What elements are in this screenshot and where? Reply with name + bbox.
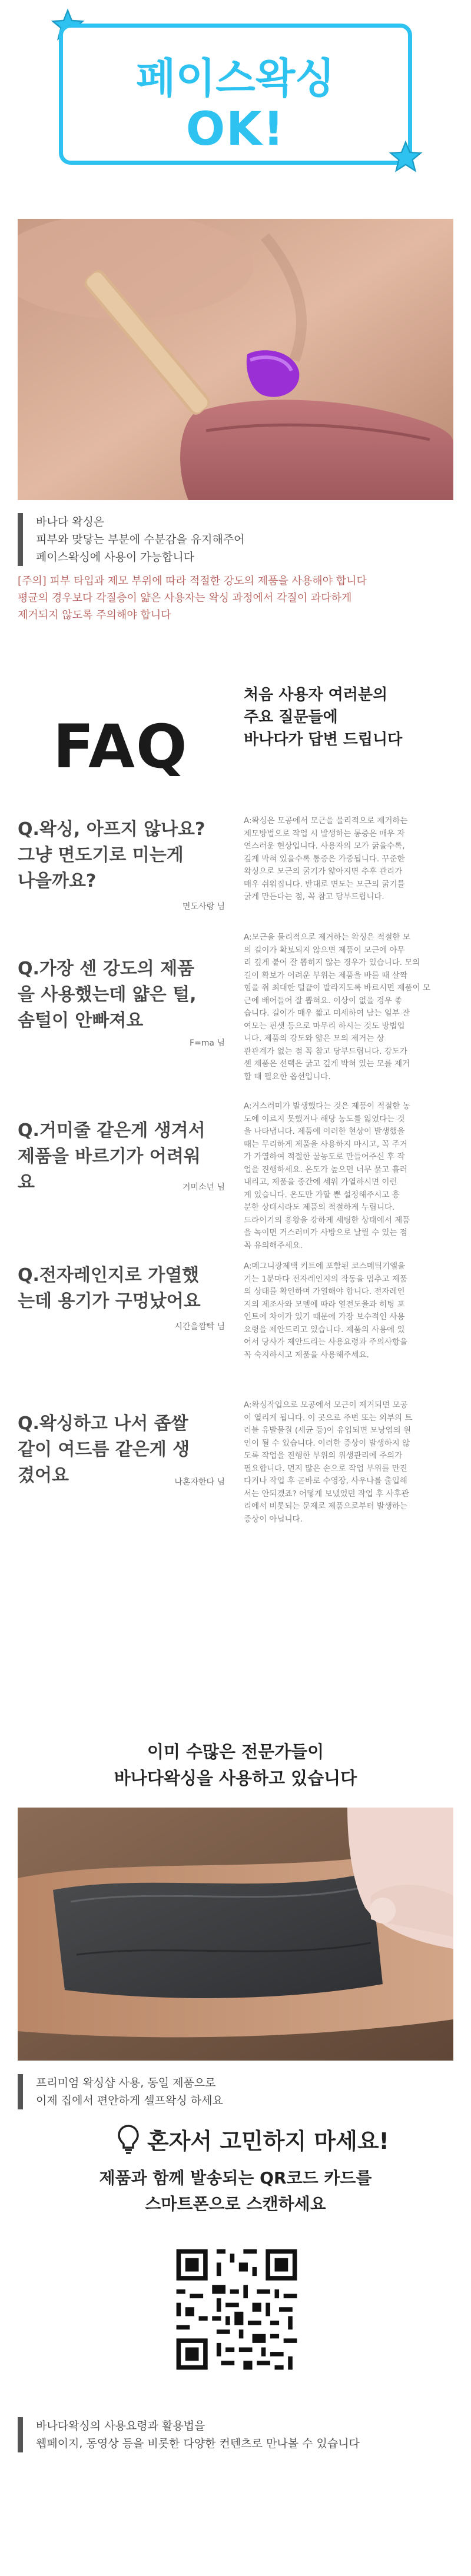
qr-instruction-line: 스마트폰으로 스캔하세요 — [145, 2194, 326, 2214]
answer-line: 요령을 제안드리고 있습니다. 제품의 사용에 있 — [244, 1324, 405, 1334]
question-line: 는데 용기가 구멍났어요 — [18, 1291, 201, 1312]
question-line: 그냥 면도기로 미는게 — [18, 845, 184, 866]
faq-answer — [244, 815, 453, 904]
caption-line: 웹페이지, 동영상 등을 비롯한 다양한 컨텐츠로 만나볼 수 있습니다 — [36, 2437, 360, 2450]
faq-intro-line: 처음 사용자 여러분의 — [244, 686, 388, 704]
header-banner — [0, 0, 471, 177]
answer-line: A:왁싱작업으로 모공에서 모근이 제거되면 모공 — [244, 1400, 408, 1410]
faq-question — [18, 1263, 230, 1314]
answer-line: 센 제품은 선택은 굵고 깊게 박혀 있는 모를 제거 — [244, 1059, 410, 1069]
answer-line: 연스러운 현상입니다. 사용자의 모가 굵을수록, — [244, 841, 405, 851]
answer-line: 어서 당사가 제안드리는 사용요령과 주의사항을 — [244, 1337, 407, 1347]
answer-line: 습니다. 길이가 매우 짧고 미세하여 남는 일부 잔 — [244, 1009, 410, 1018]
answer-line: 관관계가 없는 점 꼭 참고 당부드립니다. 강도가 — [244, 1046, 407, 1056]
question-line: 겼어요 — [18, 1465, 69, 1486]
lightbulb-icon — [117, 2124, 140, 2155]
answer-line: A:왁싱은 모공에서 모근을 물리적으로 제거하는 — [244, 816, 408, 826]
faq-answer — [244, 1399, 453, 1526]
answer-line: 업을 진행하세요. 온도가 높으면 너무 묽고 흘러 — [244, 1164, 407, 1174]
answer-line: 길이 확보가 어려운 부위는 제품을 바를 때 살짝 — [244, 970, 407, 980]
expert-heading-line: 바나다왁싱을 사용하고 있습니다 — [114, 1768, 357, 1788]
answer-line: 근에 배어들어 잘 뽑혀요. 이상이 없을 경우 좋 — [244, 996, 403, 1006]
faq-question — [18, 817, 230, 894]
faq-answer — [244, 1260, 453, 1362]
answer-line: 가 가열하여 적절한 꿀농도로 만들어주신 후 작 — [244, 1152, 405, 1161]
star-icon — [389, 140, 423, 174]
faq-intro-line: 바나다가 답변 드립니다 — [244, 731, 403, 748]
wax-applicator-on-lip-photo — [18, 219, 453, 500]
qr-instructions — [0, 2165, 471, 2217]
answer-line: 분한 상태시라도 제품의 적절하게 누립니다. — [244, 1203, 395, 1212]
answer-line: 왁싱으로 모근의 굵기가 얇아지면 추후 관리가 — [244, 867, 403, 876]
caption-line: 바나다왁싱의 사용요령과 활용법을 — [36, 2419, 205, 2432]
expert-heading-line: 이미 수많은 전문가들이 — [147, 1742, 324, 1762]
faq-answer — [244, 1100, 453, 1252]
caption-premium — [18, 2074, 453, 2109]
notice-line: 제거되지 않도록 주의해야 합니다 — [18, 609, 171, 621]
answer-line: 러블 유발물질 (세균 등)이 유입되면 모낭염의 원 — [244, 1426, 412, 1435]
caption-usage-guide — [18, 2417, 453, 2452]
caution-notice — [18, 573, 453, 624]
answer-line: 할 때 필요한 옵션입니다. — [244, 1071, 331, 1081]
answer-line: 때는 무리하게 제품을 사용하지 마시고, 꼭 주거 — [244, 1139, 407, 1149]
answer-line: 내리고, 제품을 중간에 세워 가열하시면 이런 — [244, 1177, 397, 1187]
answer-line: 서는 안되겠죠? 어떻게 보냈었던 작업 후 사후관 — [244, 1489, 409, 1499]
answer-line: 깊게 박혀 있을수록 통증은 가중됩니다. 꾸준한 — [244, 854, 405, 864]
question-author: 거미소년 님 — [182, 1183, 225, 1192]
answer-line: 도록 작업을 진행한 부위의 위생관리에 주의가 — [244, 1451, 403, 1460]
answer-line: A:메그니광제택 키트에 포함된 코스메틱기엘을 — [244, 1262, 406, 1271]
faq-question — [18, 956, 230, 1034]
answer-line: 니다. 제품의 강도와 얇은 모의 제거는 상 — [244, 1034, 384, 1043]
wax-strip-on-arm-photo — [18, 1808, 453, 2061]
question-line: 같이 여드름 같은게 생 — [18, 1439, 190, 1460]
answer-line: 을 나타냅니다. 제품에 이러한 현상이 발생했을 — [244, 1127, 405, 1136]
answer-line: 인트에 차이가 있기 때문에 가장 보수적인 사용 — [244, 1312, 405, 1322]
caption-line: 바나다 왁싱은 — [36, 515, 105, 528]
page-subtitle: OK! — [185, 103, 286, 156]
answer-line: A:거스러미가 발생했다는 것은 제품이 적절한 농 — [244, 1101, 410, 1111]
question-line: Q.왁싱, 아프지 않나요? — [18, 819, 205, 840]
answer-line: 힘을 줘 최대한 털끝이 발라지도록 바르시면 제품이 모 — [244, 983, 430, 993]
qr-code-icon[interactable] — [172, 2245, 301, 2374]
faq-intro — [244, 684, 456, 751]
question-line: 나을까요? — [18, 871, 97, 891]
question-line: 제품을 바르기가 어려워 — [18, 1146, 201, 1167]
notice-line: 평균의 경우보다 각질층이 얇은 사용자는 왁싱 과정에서 각질이 과다하게 — [18, 592, 352, 604]
answer-line: 드라이기의 흥왕을 강하게 세팅한 상태에서 제품 — [244, 1215, 410, 1225]
answer-line: 제모방법으로 작업 시 발생하는 통증은 매우 자 — [244, 828, 405, 838]
caption-line: 페이스왁싱에 사용이 가능합니다 — [36, 551, 195, 564]
page-title: 페이스왁싱 — [135, 54, 336, 102]
answer-line: 굵게 만든다는 점, 꼭 참고 당부드립니다. — [244, 892, 384, 901]
answer-line: 리 깊게 붙어 잘 뽑히지 않는 경우가 있습니다. 모의 — [244, 958, 420, 967]
caption-line: 피부와 맞닿는 부분에 수분감을 유지해주어 — [36, 533, 245, 546]
question-line: Q.거미줄 같은게 생겨서 — [18, 1120, 205, 1141]
answer-line: 기는 1분마다 전자레인지의 작동을 멈추고 제품 — [244, 1274, 407, 1284]
answer-line: 이 열리게 됩니다. 이 곳으로 주변 또는 외부의 트 — [244, 1413, 413, 1423]
answer-line: 인이 될 수 있습니다. 이러한 증상이 발생하지 않 — [244, 1438, 410, 1448]
notice-line: [주의] 피부 타입과 제모 부위에 따라 적절한 강도의 제품을 사용해야 합니다 — [18, 575, 367, 587]
question-author: 면도사랑 님 — [182, 902, 225, 911]
title-box — [59, 24, 412, 165]
expert-heading — [0, 1739, 471, 1792]
answer-line: 지의 제조사와 모델에 따라 열전도율과 히팅 포 — [244, 1299, 405, 1309]
question-line: Q.가장 센 강도의 제품 — [18, 958, 195, 979]
answer-line: 꼭 숙지하시고 제품을 사용해주세요. — [244, 1350, 369, 1360]
qr-instruction-line: 제품과 함께 발송되는 QR코드 카드를 — [99, 2168, 372, 2188]
question-line: 솜털이 안빠져요 — [18, 1010, 144, 1031]
faq-answer — [244, 931, 453, 1083]
question-line: 요 — [18, 1172, 35, 1193]
answer-line: 여모는 핀셋 등으로 마무리 하시는 것도 방법입 — [244, 1021, 405, 1031]
answer-line: 증상이 아닙니다. — [244, 1514, 303, 1524]
answer-line: 매우 쉬워집니다. 반대로 면도는 모근의 굵기를 — [244, 879, 405, 889]
question-author: 시간을깜빡 님 — [174, 1322, 225, 1332]
answer-line: 을 녹이면 거스러미가 사방으로 날릴 수 있는 점 — [244, 1228, 407, 1237]
faq-intro-line: 주요 질문들에 — [244, 708, 338, 726]
answer-line: 꼭 유의해주세요. — [244, 1240, 303, 1250]
answer-line: 다거나 작업 후 곧바로 수영장, 사우나를 출입해 — [244, 1476, 407, 1486]
qr-section-title: 혼자서 고민하지 마세요! — [147, 2128, 389, 2154]
answer-line: 도에 이르지 못했거나 해당 농도를 잃었다는 것 — [244, 1114, 405, 1124]
caption-line: 프리미엄 왁싱샵 사용, 동일 제품으로 — [36, 2076, 216, 2089]
answer-line: 리에서 비롯되는 문제로 제품으로부터 발생하는 — [244, 1502, 407, 1511]
question-line: Q.왁싱하고 나서 좁쌀 — [18, 1413, 188, 1434]
question-line: 을 사용했는데 얇은 털, — [18, 984, 197, 1005]
answer-line: 의 상태를 확인하며 가열해야 합니다. 전자레인 — [244, 1287, 405, 1296]
answer-line: 필요합니다. 먼지 많은 손으로 작업 부위를 만진 — [244, 1463, 407, 1473]
faq-heading: FAQ — [53, 712, 188, 782]
question-author: F=ma 님 — [190, 1039, 225, 1048]
caption-face-waxing — [18, 513, 453, 566]
answer-line: 의 길이가 확보되지 않으면 제품이 모근에 아무 — [244, 945, 405, 955]
caption-line: 이제 집에서 편안하게 셀프왁싱 하세요 — [36, 2094, 223, 2107]
answer-line: 게 있습니다. 온도만 가할 뿐 설정해주시고 흥 — [244, 1190, 400, 1200]
answer-line: A:모근을 물리적으로 제거하는 왁싱은 적절한 모 — [244, 933, 410, 942]
question-author: 나혼자한다 님 — [174, 1477, 225, 1487]
question-line: Q.전자레인지로 가열했 — [18, 1265, 200, 1286]
